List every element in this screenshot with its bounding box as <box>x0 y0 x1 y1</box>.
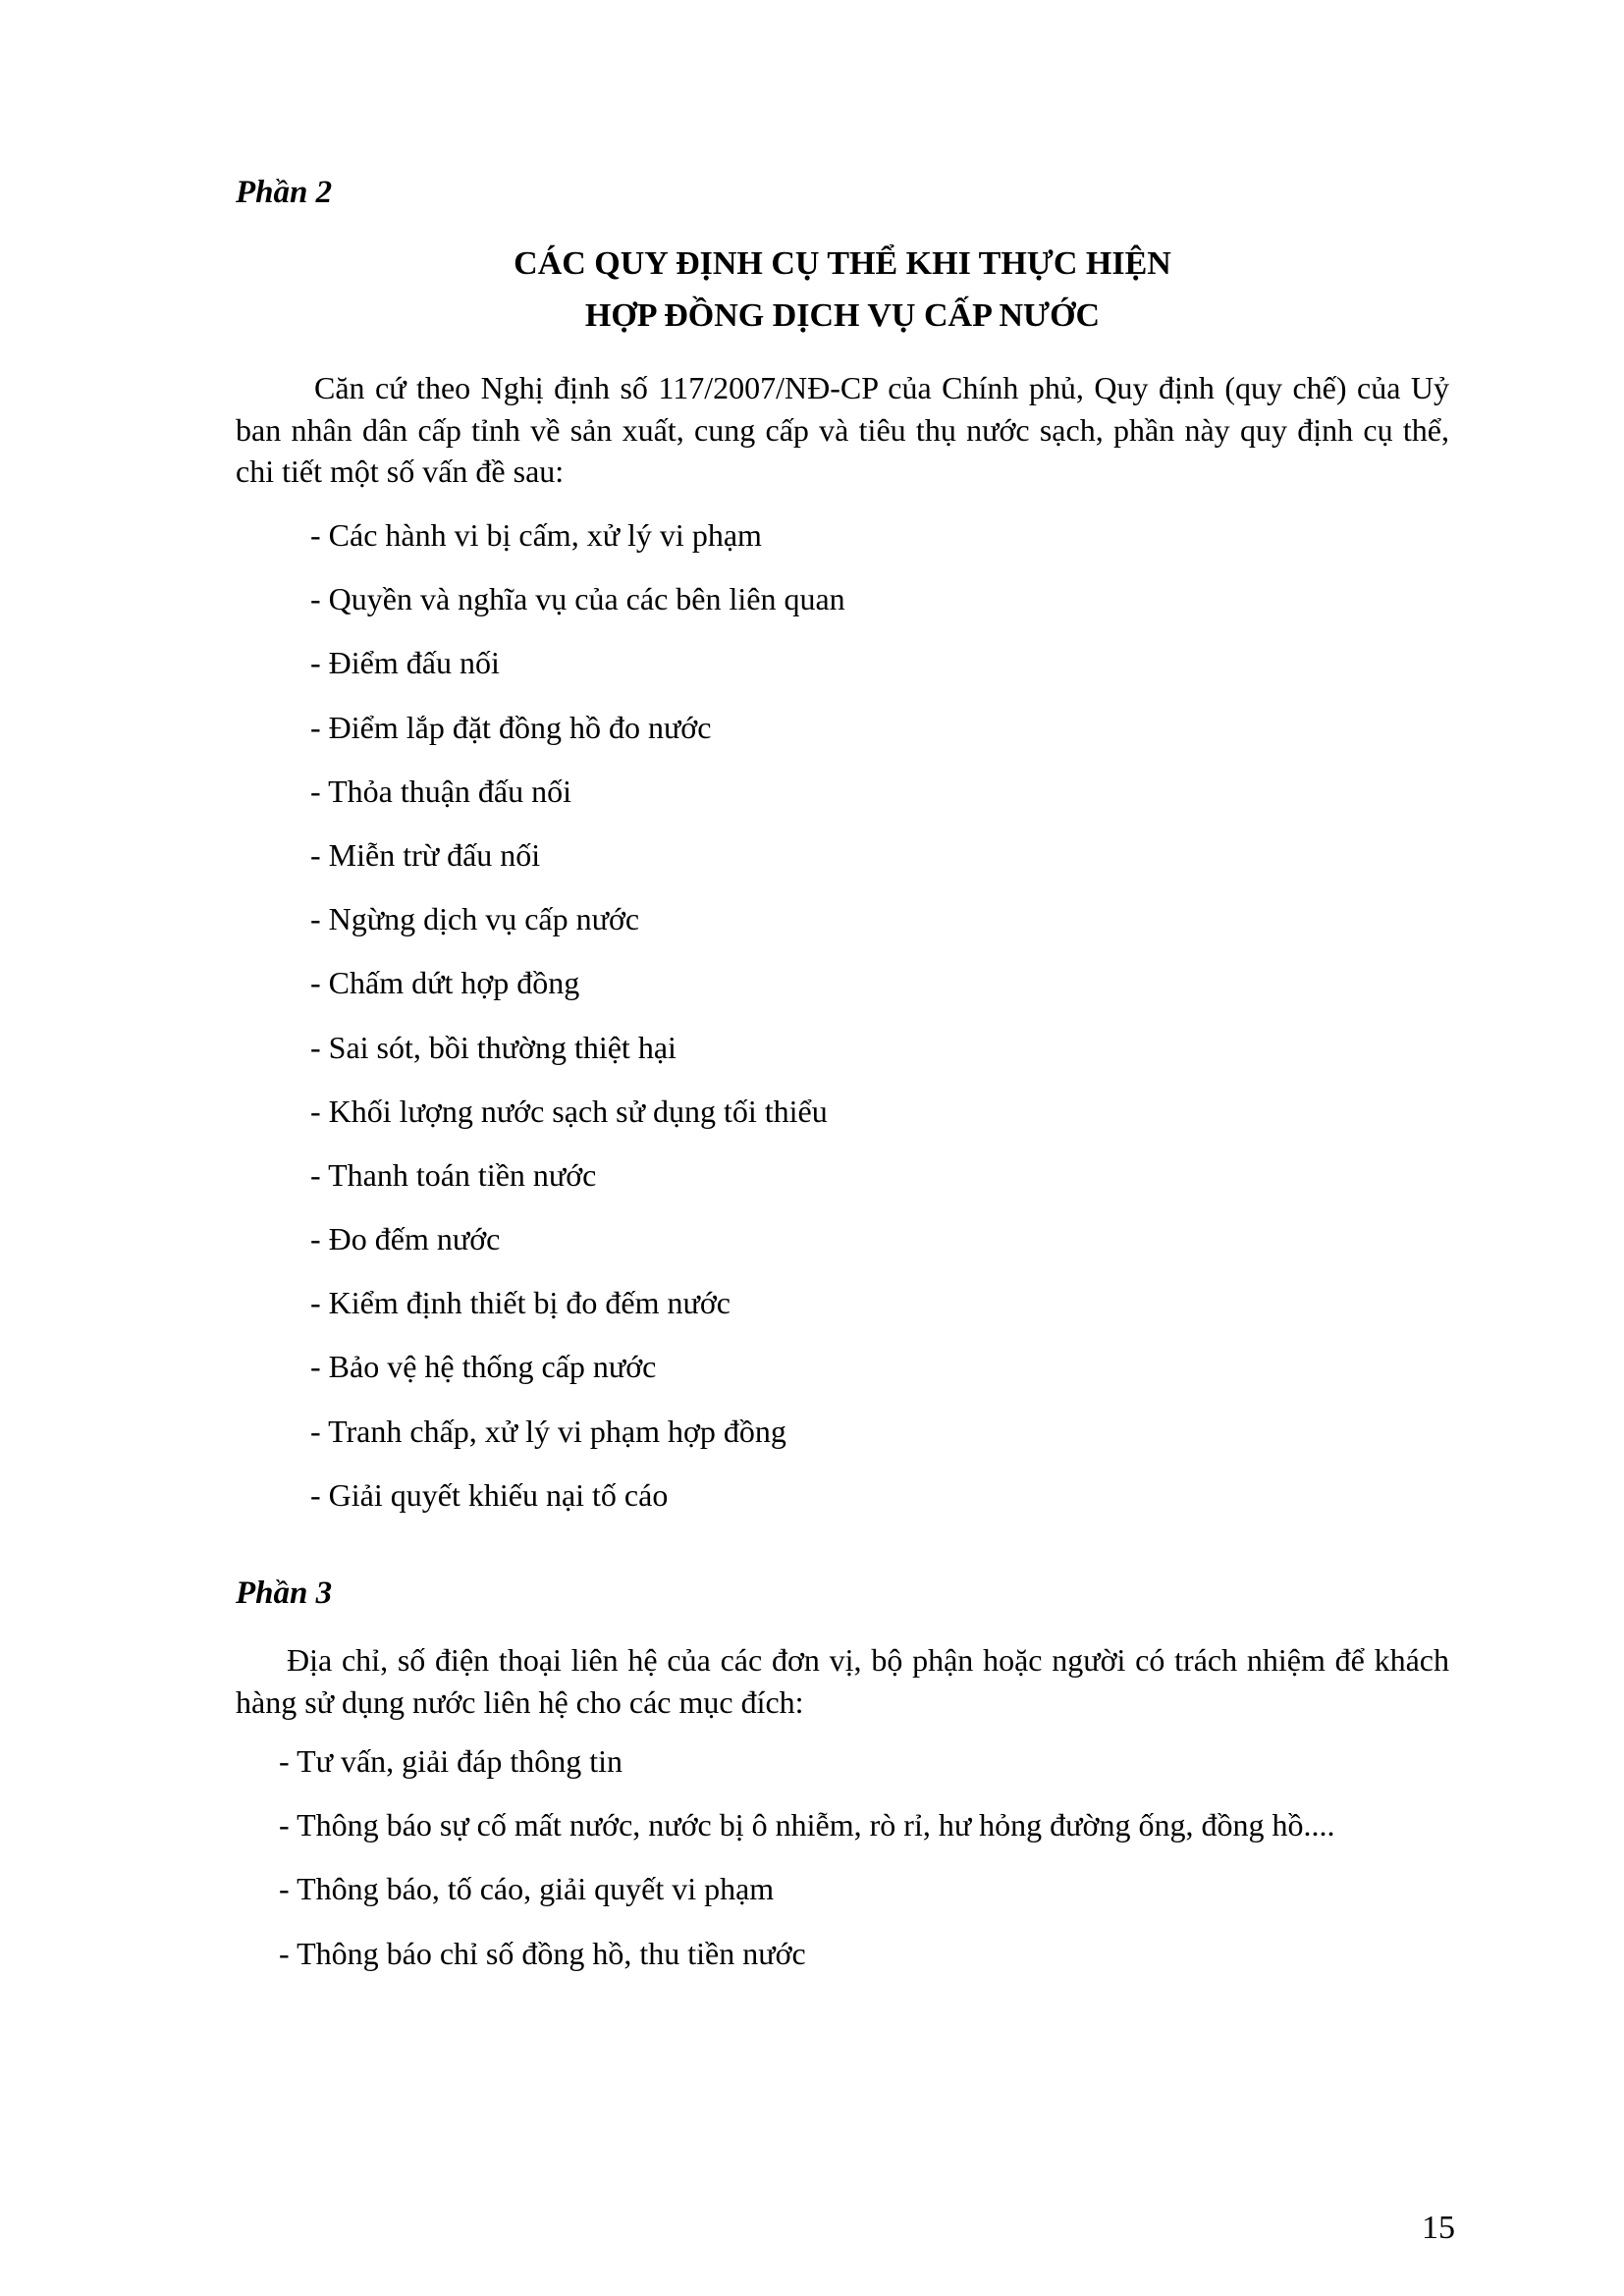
list-item: - Thỏa thuận đấu nối <box>310 773 572 809</box>
list-item: - Thông báo sự cố mất nước, nước bị ô nhiễm, rò rỉ, hư hỏng đường ống, đồng hồ.... <box>279 1807 1335 1843</box>
document-title <box>236 239 1449 342</box>
section-2-item-list <box>236 514 1449 1517</box>
list-item: - Sai sót, bồi thường thiệt hại <box>310 1029 677 1065</box>
list-item: - Điểm đấu nối <box>310 645 500 681</box>
list-item: - Thông báo, tố cáo, giải quyết vi phạm <box>279 1871 775 1907</box>
list-item: - Kiểm định thiết bị đo đếm nước <box>310 1285 731 1321</box>
list-item: - Đo đếm nước <box>310 1221 501 1257</box>
list-item: - Miễn trừ đấu nối <box>310 836 541 873</box>
list-item: - Bảo vệ hệ thống cấp nước <box>310 1349 657 1385</box>
list-item: - Khối lượng nước sạch sử dụng tối thiểu <box>310 1093 828 1129</box>
list-item: - Ngừng dịch vụ cấp nước <box>310 901 640 937</box>
section-3-intro-paragraph: Địa chỉ, số điện thoại liên hệ của các đơn vị, bộ phận hoặc người có trách nhiệm để khách hàng sử dụng nước liên hệ cho các mục đích: <box>236 1642 1449 1720</box>
document-title-line-2: HỢP ĐỒNG DỊCH VỤ CẤP NƯỚC <box>584 296 1101 334</box>
section-3 <box>236 1575 1449 1975</box>
list-item: - Điểm lắp đặt đồng hồ đo nước <box>310 709 712 745</box>
list-item: - Các hành vi bị cấm, xử lý vi phạm <box>310 517 762 554</box>
section-2-intro-paragraph: Căn cứ theo Nghị định số 117/2007/NĐ-CP của Chính phủ, Quy định (quy chế) của Uỷ ban nhân dân cấp tỉnh về sản xuất, cung cấp và tiêu thụ nước sạch, phần này quy định cụ thể, chi tiết một số vấn đề sau: <box>236 370 1449 490</box>
list-item: - Tranh chấp, xử lý vi phạm hợp đồng <box>310 1413 786 1449</box>
list-item: - Giải quyết khiếu nại tố cáo <box>310 1476 669 1513</box>
section-2-heading: Phần 2 <box>236 175 333 210</box>
list-item: - Thanh toán tiền nước <box>310 1156 597 1193</box>
list-item: - Quyền và nghĩa vụ của các bên liên quan <box>310 581 845 617</box>
section-3-heading: Phần 3 <box>236 1575 333 1612</box>
list-item: - Tư vấn, giải đáp thông tin <box>279 1743 623 1780</box>
page-number: 15 <box>1422 2210 1455 2246</box>
section-3-item-list <box>236 1740 1449 1975</box>
list-item: - Thông báo chỉ số đồng hồ, thu tiền nước <box>279 1935 806 1971</box>
list-item: - Chấm dứt hợp đồng <box>310 965 580 1001</box>
document-title-line-1: CÁC QUY ĐỊNH CỤ THỂ KHI THỰC HIỆN <box>514 245 1171 282</box>
section-2 <box>236 175 1449 1517</box>
